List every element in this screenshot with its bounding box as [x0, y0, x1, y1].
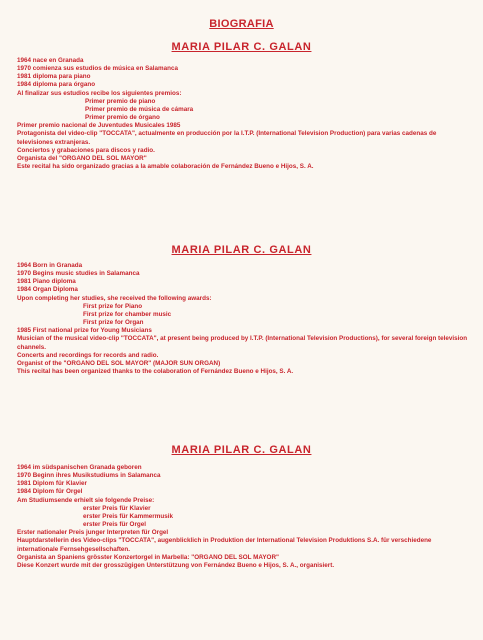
bio-line: Organist of the "ORGANO DEL SOL MAYOR" (MAJOR SUN ORGAN) — [17, 359, 221, 367]
bio-line: Este recital ha sido organizado gracias a la amable colaboración de Fernández Bueno e Hijos, S. A. — [17, 163, 314, 171]
bio-line: Erster nationaler Preis junger Interpreten für Orgel — [17, 529, 169, 537]
bio-line: 1984 Diplom für Orgel — [17, 488, 83, 496]
award-line: First prize for Organ — [83, 319, 144, 327]
bio-line: 1984 diploma para órgano — [17, 81, 96, 89]
award-line: erster Preis für Orgel — [83, 521, 146, 529]
section-heading-spanish: MARIA PILAR C. GALAN — [171, 41, 312, 53]
bio-line: Al finalizar sus estudios recibe los siguientes premios: — [17, 89, 182, 97]
bio-line: 1985 First national prize for Young Musicians — [17, 327, 152, 335]
award-line: Primer premio de órgano — [85, 114, 160, 122]
bio-line: 1964 im südspanischen Granada geboren — [17, 464, 142, 471]
bio-line: 1964 nace en Granada — [17, 57, 84, 64]
bio-line: Concerts and recordings for records and radio. — [17, 351, 159, 359]
award-line: First prize for chamber music — [83, 310, 172, 318]
section-english — [17, 262, 472, 376]
bio-line: Organista an Spaniens grösster Konzertorgel in Marbella: "ORGANO DEL SOL MAYOR" — [17, 553, 279, 561]
award-line: Primer premio de piano — [85, 97, 156, 105]
bio-line: Organista del "ORGANO DEL SOL MAYOR" — [17, 154, 147, 162]
bio-line: 1981 diploma para piano — [17, 73, 91, 81]
bio-line: Am Studiumsende erhielt sie folgende Preise: — [17, 496, 155, 504]
document-title: BIOGRAFIA — [209, 18, 274, 30]
bio-line: 1981 Piano diploma — [17, 278, 76, 286]
award-line: erster Preis für Kammermusik — [83, 512, 173, 520]
bio-line: Hauptdarstellerin des Video-clips "TOCCATA", augenblicklich in Produktion der International Television Produktions S.A. für verschiedene internationale Fernsehgesellschaften. — [17, 537, 432, 553]
bio-line: 1981 Diplom für Klavier — [17, 480, 87, 488]
bio-line: This recital has been organized thanks to the colaboration of Fernández Bueno e Hijos, S. A. — [17, 368, 294, 376]
bio-line: Primer premio nacional de Juventudes Musicales 1985 — [17, 122, 181, 130]
bio-line: 1964 Born in Granada — [17, 262, 83, 269]
award-line: erster Preis für Klavier — [83, 504, 151, 512]
bio-line: 1970 Begins music studies in Salamanca — [17, 270, 140, 278]
section-german — [17, 464, 472, 570]
section-spanish — [17, 57, 472, 171]
bio-line: Protagonista del video-clip "TOCCATA", actualmente en producción por la I.T.P. (International Television Production) para varias cadenas de televisiones extranjeras. — [17, 130, 437, 146]
bio-line: 1984 Organ Diploma — [17, 286, 78, 294]
award-line: Primer premio de música de cámara — [85, 105, 194, 113]
section-heading-german: MARIA PILAR C. GALAN — [171, 444, 312, 456]
bio-line: 1970 comienza sus estudios de música en Salamanca — [17, 65, 178, 73]
section-heading-english: MARIA PILAR C. GALAN — [171, 244, 312, 256]
bio-line: 1970 Beginn ihres Musikstudiums in Salamanca — [17, 472, 161, 480]
bio-line: Conciertos y grabaciones para discos y radio. — [17, 146, 155, 154]
bio-line: Upon completing her studies, she received the following awards: — [17, 294, 212, 302]
bio-line: Musician of the musical video-clip "TOCCATA", at present being produced by I.T.P. (International Television Productions), for several foreign television channels. — [17, 335, 468, 351]
award-line: First prize for Piano — [83, 302, 143, 310]
bio-line: Diese Konzert wurde mit der grosszügigen Unterstützung von Fernández Bueno e Hijos, S. A., organisiert. — [17, 561, 335, 569]
